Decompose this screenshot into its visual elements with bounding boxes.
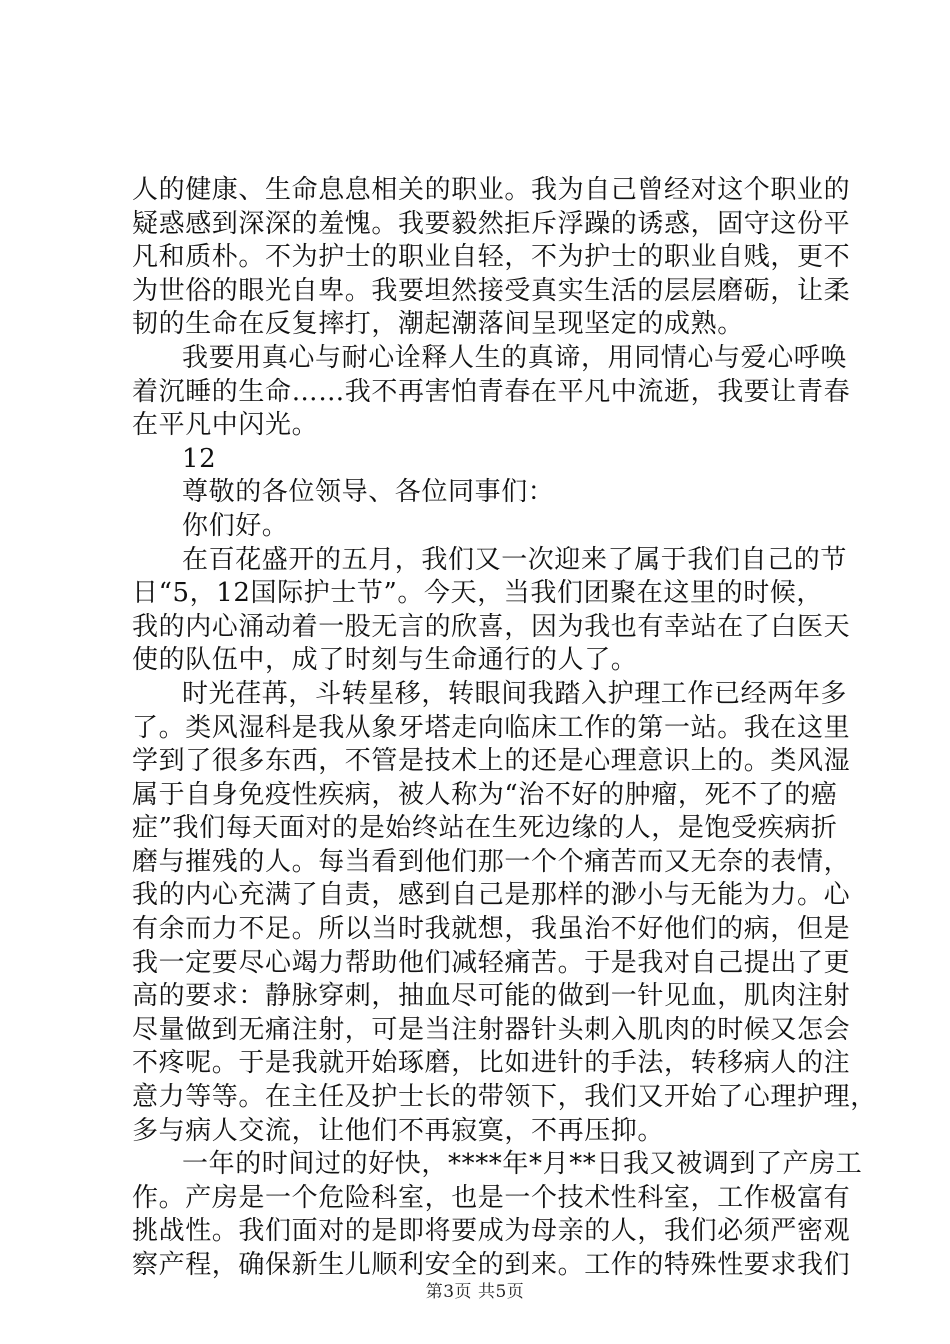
text-line: 我一定要尽心竭力帮助他们减轻痛苦。于是我对自己提出了更	[132, 947, 851, 978]
text-line: 属于自身免疫性疾病，被人称为“治不好的肿瘤，死不了的癌	[132, 779, 838, 810]
text-line: 不疼呢。于是我就开始琢磨，比如进针的手法，转移病人的注	[132, 1048, 851, 1079]
text-line: 高的要求：静脉穿刺，抽血尽可能的做到一针见血，肌肉注射	[132, 981, 851, 1012]
paragraph-start-line: 我要用真心与耐心诠释人生的真谛，用同情心与爱心呼唤	[182, 342, 848, 373]
text-line: 凡和质朴。不为护士的职业自轻，不为护士的职业自贱，更不	[132, 242, 851, 273]
text-line: 磨与摧残的人。每当看到他们那一个个痛苦而又无奈的表情，	[132, 846, 851, 877]
text-line: 作。产房是一个危险科室，也是一个技术性科室，工作极富有	[132, 1182, 851, 1213]
text-line: 韧的生命在反复摔打，潮起潮落间呈现坚定的成熟。	[132, 309, 744, 340]
text-line: 为世俗的眼光自卑。我要坦然接受真实生活的层层磨砺，让柔	[132, 275, 851, 306]
paragraph-start-line: 时光荏苒，斗转星移，转眼间我踏入护理工作已经两年多	[182, 678, 848, 709]
text-line: 人的健康、生命息息相关的职业。我为自己曾经对这个职业的	[132, 175, 851, 205]
section-number: 12	[182, 443, 217, 474]
greeting: 你们好。	[182, 510, 289, 541]
text-line: 意力等等。在主任及护士长的带领下，我们又开始了心理护理，	[132, 1082, 877, 1113]
body-text	[132, 174, 877, 1283]
text-line: 多与病人交流，让他们不再寂寞，不再压抑。	[132, 1115, 665, 1146]
page-number-footer: 第3页 共5页	[425, 1282, 525, 1302]
text-line: 使的队伍中，成了时刻与生命通行的人了。	[132, 645, 638, 676]
text-line: 了。类风湿科是我从象牙塔走向临床工作的第一站。我在这里	[132, 712, 851, 743]
text-line: 学到了很多东西，不管是技术上的还是心理意识上的。类风湿	[132, 746, 851, 777]
paragraph-start-line: 在百花盛开的五月，我们又一次迎来了属于我们自己的节	[182, 544, 848, 575]
text-line: 我的内心涌动着一股无言的欣喜，因为我也有幸站在了白医天	[132, 611, 851, 642]
text-line: 日“5，12国际护士节”。今天，当我们团聚在这里的时候，	[132, 578, 824, 609]
paragraph-start-line: 一年的时间过的好快，****年*月**日我又被调到了产房工	[182, 1149, 863, 1180]
text-line: 在平凡中闪光。	[132, 410, 319, 441]
text-line: 挑战性。我们面对的是即将要成为母亲的人，我们必须严密观	[132, 1216, 851, 1247]
text-line: 我的内心充满了自责，感到自己是那样的渺小与无能为力。心	[132, 880, 851, 911]
text-line: 症”我们每天面对的是始终站在生死边缘的人，是饱受疾病折	[132, 813, 838, 844]
text-line: 察产程，确保新生儿顺利安全的到来。工作的特殊性要求我们	[132, 1250, 851, 1280]
salutation: 尊敬的各位领导、各位同事们：	[182, 477, 555, 508]
text-line: 疑惑感到深深的羞愧。我要毅然拒斥浮躁的诱惑，固守这份平	[132, 208, 851, 239]
text-line: 尽量做到无痛注射，可是当注射器针头刺入肌肉的时候又怎会	[132, 1014, 851, 1045]
text-line: 着沉睡的生命……我不再害怕青春在平凡中流逝，我要让青春	[132, 376, 851, 407]
text-line: 有余而力不足。所以当时我就想，我虽治不好他们的病，但是	[132, 914, 851, 945]
